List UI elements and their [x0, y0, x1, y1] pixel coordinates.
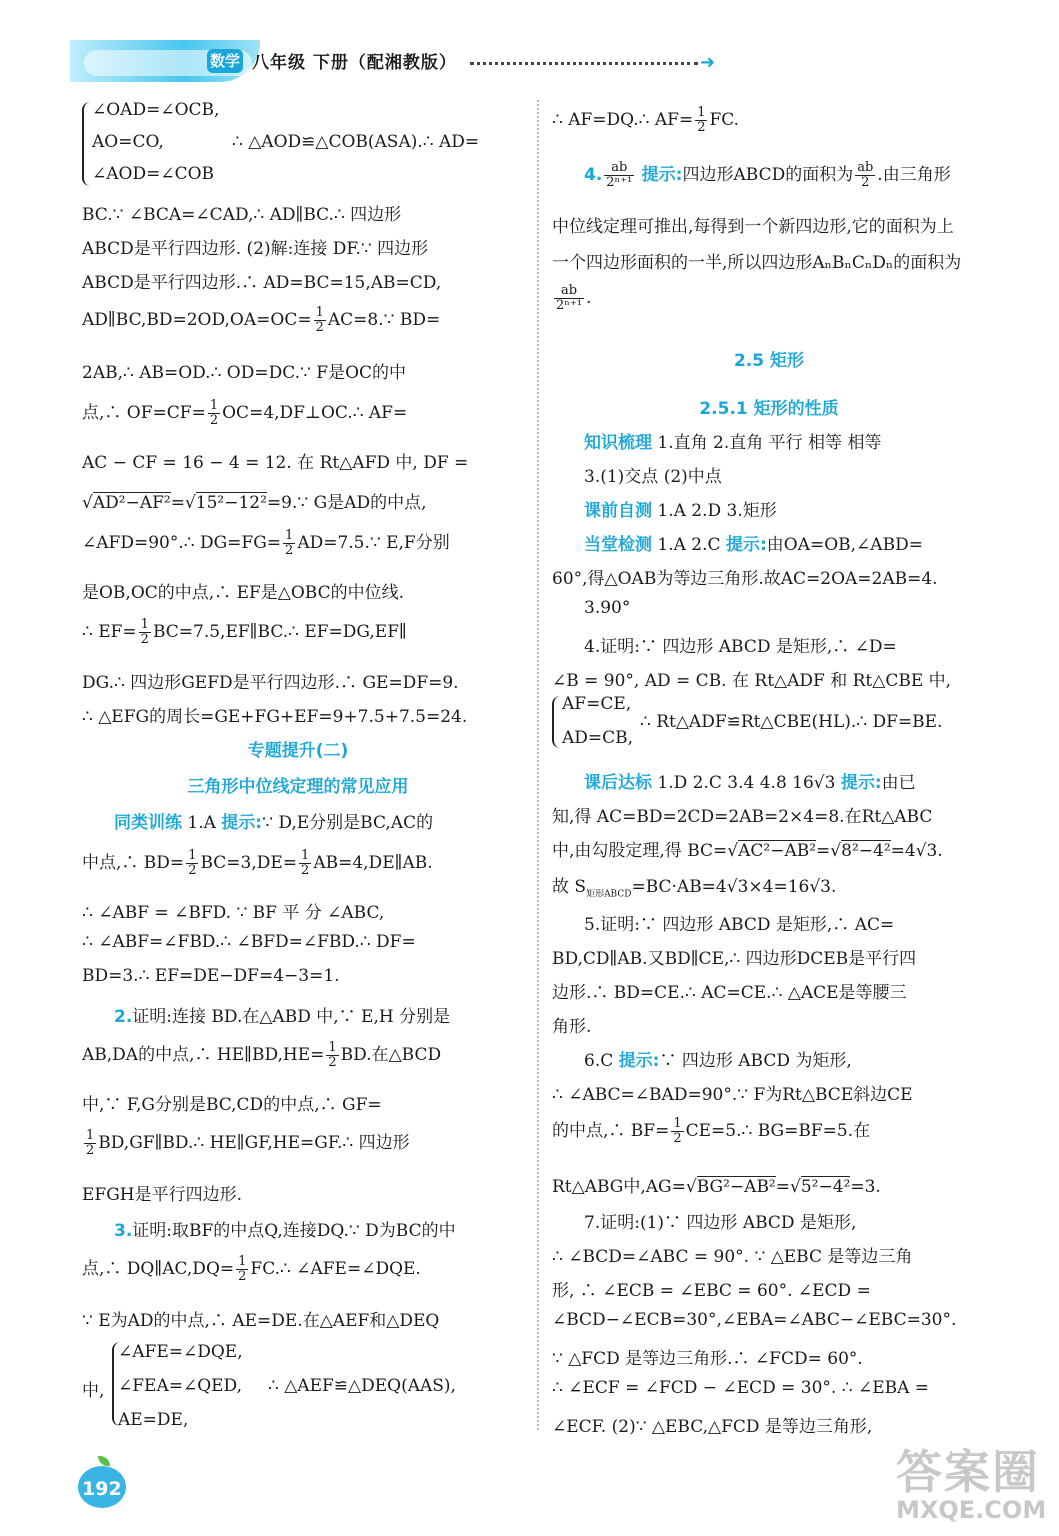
text-line: AE=DE,	[118, 1410, 189, 1430]
text-line: 角形.	[552, 1017, 592, 1037]
text-line	[552, 106, 739, 135]
text: 1.直角 2.直角 平行 相等 相等	[657, 433, 882, 453]
section-label: 课后达标	[584, 773, 652, 793]
subject-badge: 数学	[207, 49, 243, 73]
text-line	[82, 848, 433, 878]
text: ∵ 四边形 ABCD 为矩形,	[659, 1051, 852, 1071]
problem-number: 4.	[584, 165, 603, 185]
text-line: 3.(1)交点 (2)中点	[584, 467, 722, 487]
answer: 1.A 2.C	[657, 535, 721, 555]
answer: 6.C	[584, 1051, 614, 1071]
text: ∴ EF=	[82, 622, 137, 642]
hint-label: 提示:	[725, 535, 767, 555]
text-line	[552, 872, 836, 899]
text: FC.∴ ∠AFE=∠DQE.	[250, 1259, 421, 1279]
numerator: 1	[315, 305, 324, 320]
text: =4√3.	[890, 841, 943, 861]
text-line: ∠FEA=∠QED,	[118, 1376, 242, 1396]
fraction	[604, 161, 634, 190]
text: ∴ AF=DQ.∴ AF=	[552, 110, 694, 130]
subscript: 矩形ABCD	[586, 889, 632, 900]
text: 四边形ABCD的面积为	[682, 165, 854, 185]
text-line: BD,CD∥AB.又BD∥CE,∴ 四边形DCEB是平行四	[552, 949, 917, 969]
text: FC.	[709, 110, 740, 130]
text-line: ABCD是平行四边形.∴ AD=BC=15,AB=CD,	[82, 273, 442, 293]
denominator: 2ⁿ⁺¹	[556, 298, 582, 313]
text-line: AC − CF = 16 − 4 = 12. 在 Rt△AFD 中, DF =	[82, 453, 469, 473]
arrow-icon: ➜	[700, 52, 716, 73]
denominator: 2	[861, 175, 870, 190]
text-line: ∠BCD−∠ECB=30°,∠EBA=∠ABC−∠EBC=30°.	[552, 1310, 957, 1330]
text-line: ∠B = 90°, AD = CB. 在 Rt△ADF 和 Rt△CBE 中,	[552, 671, 952, 691]
text: AB,DA的中点,∴ HE∥BD,HE=	[82, 1045, 325, 1065]
text-line	[552, 768, 916, 793]
text-line	[552, 1046, 852, 1071]
text-line: ∴ △AOD≌△COB(ASA).∴ AD=	[232, 132, 480, 152]
denominator: 2	[86, 1143, 95, 1158]
text-line: ∴ △EFG的周长=GE+FG+EF=9+7.5+7.5=24.	[82, 707, 468, 727]
answer: 1.A	[187, 813, 216, 833]
text-line: ∴ ∠ABF = ∠BFD. ∵ BF 平 分 ∠ABC,	[82, 903, 385, 923]
text-line: ∵ △FCD 是等边三角形.∴ ∠FCD= 60°.	[552, 1349, 863, 1369]
denominator: 2	[301, 863, 310, 878]
section-label: 当堂检测	[584, 535, 652, 555]
answer: 1.D 2.C 3.4 4.8 16√3	[657, 773, 836, 793]
text: AD=7.5.∵ E,F分别	[297, 533, 450, 553]
section-label: 课前自测	[584, 501, 652, 521]
text-line	[552, 1116, 870, 1146]
denominator: 2	[673, 1131, 682, 1146]
fraction	[554, 284, 584, 313]
header-dotted-line	[470, 62, 698, 65]
text-line: BD=3.∴ EF=DE−DF=4−3=1.	[82, 966, 340, 986]
text-line: 7.证明:(1)∵ 四边形 ABCD 是矩形,	[584, 1213, 857, 1233]
text-line: 知,得 AC=BD=2CD=2AB=2×4=8.在Rt△ABC	[552, 807, 933, 827]
fraction	[855, 161, 875, 190]
text-line	[552, 1172, 881, 1197]
text-line: ∠AFE=∠DQE,	[118, 1342, 243, 1362]
sqrt-sign: =√	[816, 841, 842, 861]
section-label: 知识梳理	[584, 433, 652, 453]
fraction	[84, 1129, 96, 1158]
numerator: 1	[301, 848, 310, 863]
text: 由已	[881, 773, 916, 793]
radicand: AD²−AF²	[92, 493, 171, 513]
numerator: 1	[188, 848, 197, 863]
text: 1.A 2.D 3.矩形	[657, 501, 777, 521]
fraction	[314, 306, 326, 335]
book-title: 八年级 下册（配湘教版）	[252, 53, 457, 73]
fraction	[326, 1041, 338, 1070]
text-line: ∴ ∠ABC=∠BAD=90°.∵ F为Rt△BCE斜边CE	[552, 1085, 913, 1105]
text: 故 S	[552, 877, 587, 897]
text: BC=7.5,EF∥BC.∴ EF=DG,EF∥	[152, 622, 407, 642]
numerator: 1	[697, 105, 706, 120]
text: AC=8.∵ BD=	[327, 310, 441, 330]
text-line	[552, 428, 881, 453]
denominator: 2	[238, 1269, 247, 1284]
text: 点,∴ OF=CF=	[82, 403, 206, 423]
radicand: 5²−4²	[800, 1177, 851, 1197]
text-line	[552, 836, 943, 861]
numerator: 1	[285, 528, 294, 543]
text-line	[552, 530, 923, 555]
text-line	[552, 284, 591, 313]
hint-label: 提示:	[221, 813, 263, 833]
text: ∵ D,E分别是BC,AC的	[262, 813, 434, 833]
numerator: ab	[554, 284, 584, 299]
fraction	[139, 618, 151, 647]
problem-number: 3.	[114, 1221, 133, 1241]
text: CE=5.∴ BG=BF=5.在	[685, 1121, 871, 1141]
text-line: ∴ △AEF≌△DEQ(AAS),	[268, 1376, 456, 1396]
text: Rt△ABG中,AG=√	[552, 1177, 697, 1197]
leaf-icon	[98, 1456, 110, 1466]
text-line	[552, 160, 951, 190]
text-line: 形, ∴ ∠ECB = ∠EBC = 60°. ∠ECD =	[552, 1281, 871, 1301]
text: .由三角形	[877, 165, 951, 185]
sqrt-sign: √	[82, 493, 93, 513]
text: 的中点,∴ BF=	[552, 1121, 670, 1141]
subsection-title: 2.5.1 矩形的性质	[699, 399, 839, 419]
section-title: 专题提升(二)	[247, 741, 349, 761]
fraction	[236, 1255, 248, 1284]
text-line: ∴ ∠BCD=∠ABC = 90°. ∵ △EBC 是等边三角	[552, 1247, 913, 1267]
watermark-logo	[896, 1436, 1046, 1526]
numerator: 1	[86, 1128, 95, 1143]
text-line: 5.证明:∵ 四边形 ABCD 是矩形,∴ AC=	[584, 915, 895, 935]
denominator: 2	[285, 543, 294, 558]
text-line: ∴ ∠ABF=∠FBD.∴ ∠BFD=∠FBD.∴ DF=	[82, 932, 416, 952]
text-line: 中位线定理可推出,每得到一个新四边形,它的面积为上	[552, 217, 954, 237]
denominator: 2	[328, 1055, 337, 1070]
text-line: AO=CO,	[92, 132, 164, 152]
text: OC=4,DF⊥OC.∴ AF=	[222, 403, 408, 423]
watermark-url: MXQE.COM	[896, 1496, 1047, 1524]
text-line: 中,∵ F,G分别是BC,CD的中点,∴ GF=	[82, 1095, 382, 1115]
text-line	[552, 496, 777, 521]
sqrt-sign: =√	[170, 493, 196, 513]
text-line: ABCD是平行四边形. (2)解:连接 DF.∵ 四边形	[82, 239, 429, 259]
numerator: 1	[673, 1116, 682, 1131]
fraction	[671, 1117, 683, 1146]
fraction	[186, 849, 198, 878]
text-line	[82, 1254, 421, 1284]
hint-label: 提示:	[618, 1051, 660, 1071]
watermark-text: 答案圈	[896, 1445, 1040, 1499]
text-line	[82, 1040, 441, 1070]
numerator: ab	[857, 160, 874, 175]
text: .	[585, 288, 592, 308]
section-title: 2.5 矩形	[733, 351, 805, 371]
section-label: 同类训练	[114, 813, 182, 833]
text: 点,∴ DQ∥AC,DQ=	[82, 1259, 235, 1279]
section-subtitle: 三角形中位线定理的常见应用	[187, 777, 409, 797]
numerator: 1	[238, 1254, 247, 1269]
sqrt-sign: =√	[775, 1177, 801, 1197]
denominator: 2	[315, 320, 324, 335]
text-line: 60°,得△OAB为等边三角形.故AC=2OA=2AB=4.	[552, 569, 938, 589]
radicand: BG²−AB²	[696, 1177, 776, 1197]
numerator: 1	[328, 1040, 337, 1055]
brace	[82, 102, 90, 186]
text: BD.在△BCD	[340, 1045, 442, 1065]
denominator: 2	[188, 863, 197, 878]
text-line: DG.∴ 四边形GEFD是平行四边形.∴ GE=DF=9.	[82, 673, 459, 693]
text-line: ∵ E为AD的中点,∴ AE=DE.在△AEF和△DEQ	[82, 1311, 440, 1331]
text-line	[82, 306, 440, 335]
text-line	[82, 618, 407, 647]
text-line	[82, 488, 427, 513]
text-line: AD=CB,	[562, 728, 634, 748]
fraction	[283, 529, 295, 558]
text-line	[82, 808, 433, 833]
text: BD,GF∥BD.∴ HE∥GF,HE=GF.∴ 四边形	[98, 1133, 410, 1153]
text-line: ∠AOD=∠COB	[92, 164, 215, 184]
column-divider	[537, 100, 539, 1430]
text: ∠AFD=90°.∴ DG=FG=	[82, 533, 282, 553]
text-line: 中,	[82, 1381, 105, 1401]
text-line: 4.证明:∵ 四边形 ABCD 是矩形,∴ ∠D=	[584, 637, 897, 657]
text-line: 2AB,∴ AB=OD.∴ OD=DC.∵ F是OC的中	[82, 363, 407, 383]
text: =9.∵ G是AD的中点,	[266, 493, 427, 513]
page-number: 192	[82, 1478, 122, 1500]
numerator: 1	[209, 398, 219, 413]
text: AD∥BC,BD=2OD,OA=OC=	[82, 310, 312, 330]
denominator: 2ⁿ⁺¹	[606, 175, 633, 190]
text-line	[82, 1128, 410, 1158]
numerator: 1	[140, 617, 149, 632]
text: 中点,∴ BD=	[82, 853, 185, 873]
radicand: 8²−4²	[841, 841, 891, 861]
text-line	[82, 1216, 456, 1241]
fraction	[208, 399, 220, 428]
text-line: EFGH是平行四边形.	[82, 1185, 243, 1205]
text: =BC·AB=4√3×4=16√3.	[631, 877, 837, 897]
text: =3.	[850, 1177, 881, 1197]
text-line	[82, 1002, 450, 1027]
text-line: ∴ ∠ECF = ∠FCD − ∠ECD = 30°. ∴ ∠EBA =	[552, 1378, 930, 1398]
numerator: ab	[604, 161, 634, 176]
text-line: ∠OAD=∠OCB,	[92, 100, 220, 120]
text: 证明:连接 BD.在△ABD 中,∵ E,H 分别是	[132, 1007, 451, 1027]
text-line	[82, 528, 450, 558]
text: 由OA=OB,∠ABD=	[766, 535, 923, 555]
denominator: 2	[697, 120, 706, 135]
radicand: 15²−12²	[195, 493, 267, 513]
text: 中,由勾股定理,得 BC=√	[552, 841, 739, 861]
text-line: 3.90°	[584, 598, 631, 618]
text-line: ∠ECF. (2)∵ △EBC,△FCD 是等边三角形,	[552, 1417, 873, 1437]
text-line: ∴ Rt△ADF≌Rt△CBE(HL).∴ DF=BE.	[640, 712, 943, 732]
text: 证明:取BF的中点Q,连接DQ.∵ D为BC的中	[132, 1221, 456, 1241]
brace	[552, 696, 560, 748]
hint-label: 提示:	[641, 165, 683, 185]
text-line: 边形.∴ BD=CE.∴ AC=CE.∴ △ACE是等腰三	[552, 983, 907, 1003]
text-line: BC.∵ ∠BCA=∠CAD,∴ AD∥BC.∴ 四边形	[82, 205, 402, 225]
problem-number: 2.	[114, 1007, 133, 1027]
text-line: 是OB,OC的中点,∴ EF是△OBC的中位线.	[82, 583, 405, 603]
fraction	[695, 106, 707, 135]
text-line: AF=CE,	[562, 694, 632, 714]
text-line	[82, 398, 407, 428]
text: BC=3,DE=	[200, 853, 298, 873]
text: AB=4,DE∥AB.	[313, 853, 433, 873]
hint-label: 提示:	[840, 773, 882, 793]
denominator: 2	[209, 413, 219, 428]
radicand: AC²−AB²	[738, 841, 817, 861]
denominator: 2	[140, 632, 149, 647]
fraction	[299, 849, 311, 878]
text-line: 一个四边形面积的一半,所以四边形AₙBₙCₙDₙ的面积为	[552, 253, 962, 273]
